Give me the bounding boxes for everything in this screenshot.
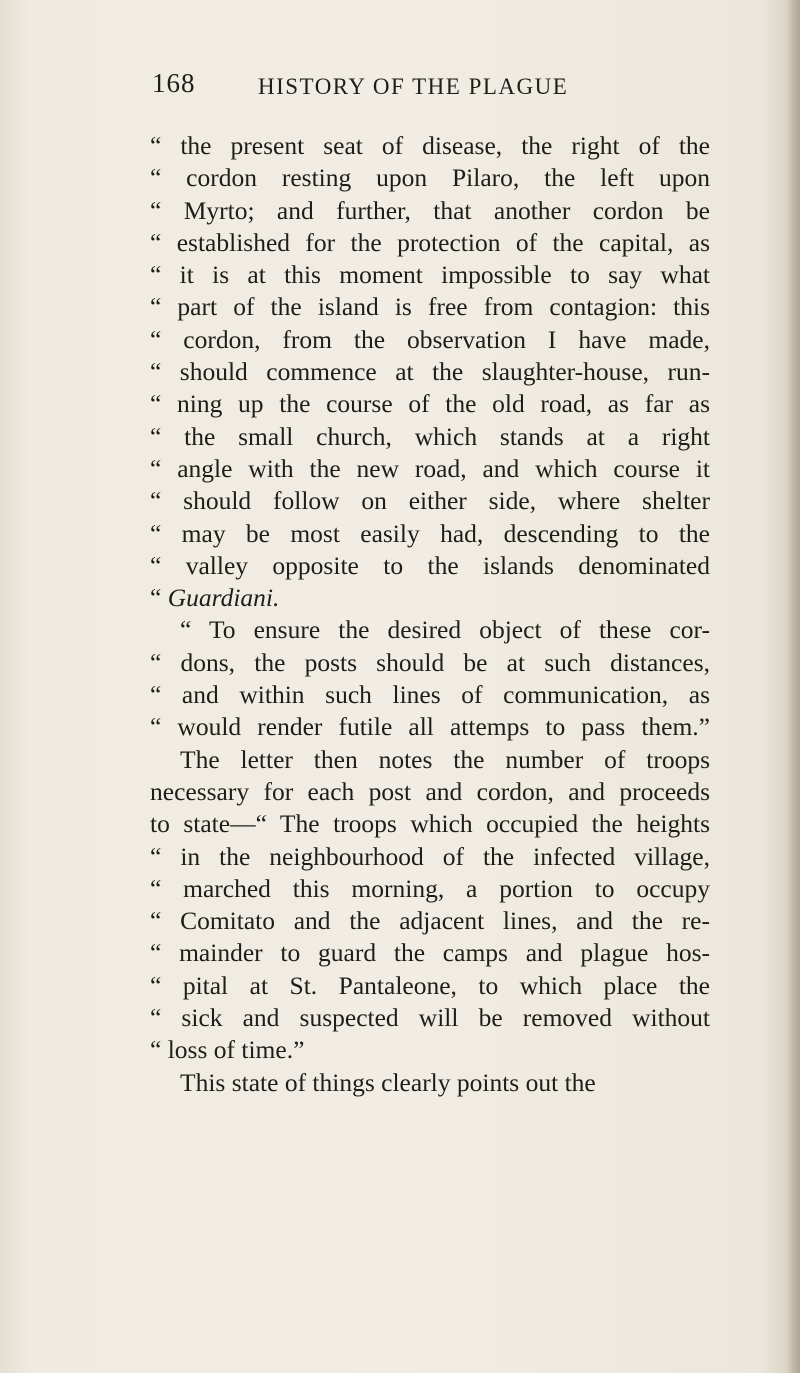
page-header (0, 68, 800, 108)
text-line: necessary for each post and cordon, and proceeds (150, 776, 710, 806)
text-line: “ established for the protection of the capital, as (150, 227, 710, 257)
text-line: “ should commence at the slaughter-house, run- (150, 357, 710, 387)
italic-place-name: Guardiani. (167, 583, 280, 613)
text-line: “ the present seat of disease, the right of the (150, 131, 710, 160)
text-line: “ the small church, which stands at a right (150, 421, 710, 451)
text-line: “ mainder to guard the camps and plague hos- (150, 938, 710, 968)
text-line: to state—“ The troops which occupied the heights (150, 809, 710, 839)
text-line: “ in the neighbourhood of the infected village, (150, 841, 710, 871)
text-line: “ it is at this moment impossible to say what (150, 260, 710, 290)
text-line-content: “ Guardiani. (150, 583, 280, 613)
text-line: “ would render futile all attemps to pass them.” (150, 712, 710, 742)
text-line: “ cordon resting upon Pilaro, the left upon (150, 163, 710, 193)
text-line: “ loss of time.” (150, 1035, 305, 1065)
text-line: “ ning up the course of the old road, as far as (150, 389, 710, 419)
text-line: “ cordon, from the observation I have made, (150, 324, 710, 354)
text-line: The letter then notes the number of troops (180, 744, 710, 774)
body-text (150, 130, 710, 1099)
text-line: “ pital at St. Pantaleone, to which place the (150, 970, 710, 1000)
text-line: “ angle with the new road, and which course it (150, 453, 710, 483)
text-line-guardiani (150, 582, 710, 614)
text-line: “ To ensure the desired object of these cor- (180, 615, 710, 645)
text-line: “ marched this morning, a portion to occupy (150, 873, 710, 903)
text-line: “ part of the island is free from contagion: this (150, 292, 710, 322)
page-spine-shadow (786, 0, 800, 1373)
text-line: “ Myrto; and further, that another cordon be (150, 195, 710, 225)
text-line: “ may be most easily had, descending to the (150, 518, 710, 548)
text-line: This state of things clearly points out the (180, 1067, 596, 1097)
text-line: “ valley opposite to the islands denominated (150, 550, 710, 580)
running-head: HISTORY OF THE PLAGUE (258, 74, 569, 99)
text-line: “ and within such lines of communication, as (150, 680, 710, 710)
text-line: “ sick and suspected will be removed without (150, 1003, 710, 1033)
text-line: “ should follow on either side, where shelter (150, 486, 710, 516)
page-number: 168 (152, 68, 196, 98)
text-line: “ Comitato and the adjacent lines, and the re- (150, 906, 710, 936)
text-line: “ dons, the posts should be at such distances, (150, 647, 710, 677)
